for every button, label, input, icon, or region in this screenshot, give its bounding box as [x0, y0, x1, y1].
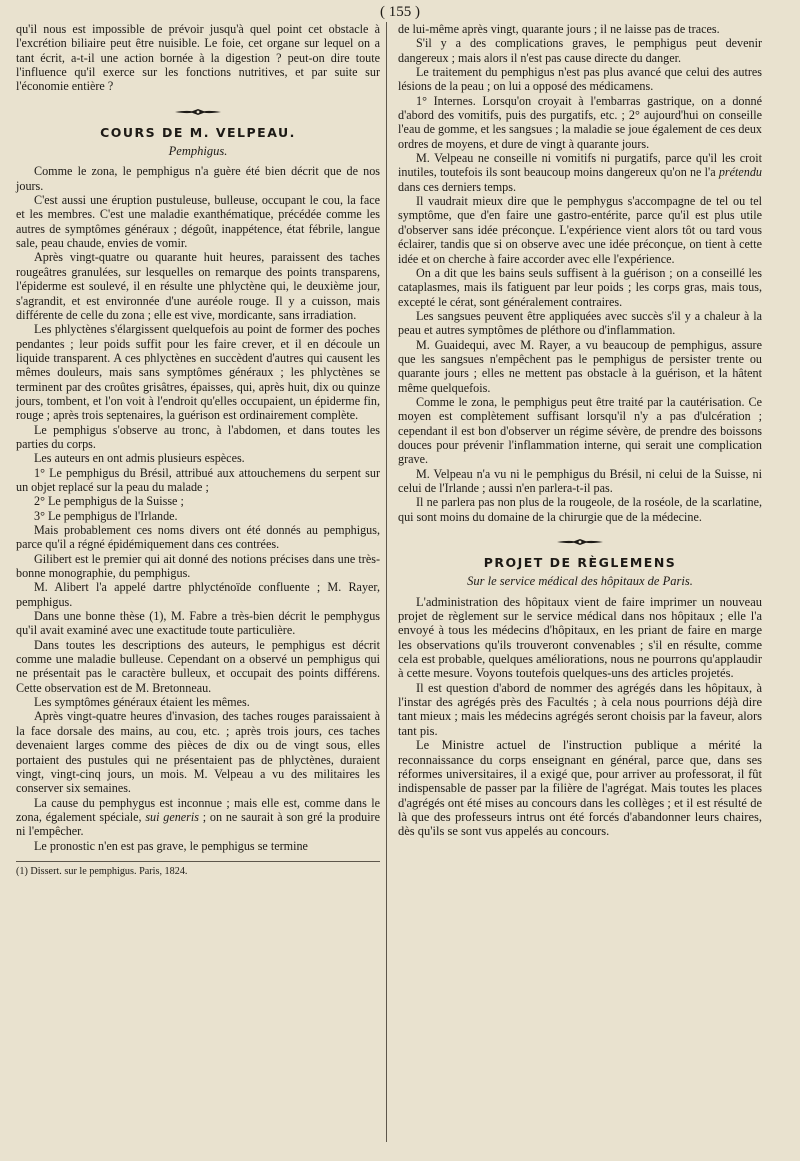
- section-subtitle-hopitaux: Sur le service médical des hôpitaux de Paris.: [467, 574, 693, 589]
- footnote-rule: [16, 861, 380, 862]
- paragraph: Mais probablement ces noms divers ont été donnés au pemphigus, parce qu'il a régné épidémiquement dans ces contrées.: [16, 523, 380, 552]
- paragraph: Dans une bonne thèse (1), M. Fabre a très-bien décrit le pemphygus qu'il avait examiné avec une exactitude toute particulière.: [16, 609, 380, 638]
- paragraph: Après vingt-quatre heures d'invasion, des taches rouges paraissaient à la face dorsale des mains, au cou, etc. ; après trois jours, ces taches devenaient larges comme des pièces de dix ou de vingt sous, elles portaient des pustules qui ne présentaient pas de phlyctènes, duraient vingt, vingt-cinq jours, un mois. M. Velpeau a vu des militaires les conserver six semaines.: [16, 709, 380, 796]
- section-subtitle-pemphigus: Pemphigus.: [168, 144, 228, 159]
- paragraph: On a dit que les bains seuls suffisent à la guérison ; on a conseillé les cataplasmes, mais ils fatiguent par leur poids ; les corps gras, mais tous, excepté le cérat, sont généralement contraires.: [398, 265, 762, 309]
- paragraph: Il ne parlera pas non plus de la rougeole, de la roséole, de la scarlatine, qui sont moins du domaine de la chirurgie que de la médecine.: [398, 495, 762, 524]
- left-column: [16, 22, 380, 879]
- paragraph: 3° Le pemphigus de l'Irlande.: [34, 508, 178, 523]
- page-number: ( 155 ): [380, 4, 420, 20]
- paragraph: Le traitement du pemphigus n'est pas plus avancé que celui des autres lésions de la peau ; on lui a opposé des médicamens.: [398, 65, 762, 94]
- paragraph: 1° Internes. Lorsqu'on croyait à l'embarras gastrique, on a donné d'abord des vomitifs, puis des purgatifs, etc. ; 2° aujourd'hui on conseille l'eau de gomme, et les sangsues ; la maladie se joue également de ces deux ordres de moyens, et dure de vingt à quarante jours.: [398, 93, 762, 151]
- paragraph: Gilibert est le premier qui ait donné des notions précises dans une très-bonne monographie, du pemphigus.: [16, 551, 380, 581]
- ornament-icon: [174, 108, 222, 116]
- paragraph: de lui-même après vingt, quarante jours ; il ne laisse pas de traces.: [398, 22, 720, 36]
- column-divider: [386, 22, 387, 1142]
- paragraph: S'il y a des complications graves, le pemphigus peut devenir dangereux ; mais alors il n'est pas cause directe du danger.: [398, 36, 762, 65]
- cause-paragraph: [16, 796, 380, 839]
- paragraph: Il vaudrait mieux dire que le pemphygus s'accompagne de tel ou tel symptôme, que d'en faire une gastro-entérite, parce qu'il est plus utile d'observer sans idée préconçue. L'expérience vient alors tôt ou tard vous éclairer, tandis que si on observe avec une idée préconçue, on tient à cette idée et on cherche à faire accorder avec elle l'expérience.: [398, 194, 762, 266]
- paragraph: Les phlyctènes s'élargissent quelquefois au point de former des poches pendantes ; leur poids suffit pour les faire crever, et il en découle un liquide transparent. A ces phlyctènes en succèdent d'autres qui causent les mêmes douleurs, mais sans symptômes généraux ; les phlyctènes se terminent par des croûtes grisâtres, épaisses, qui, après huit, dix ou quinze jours, tombent, et l'on voit à l'endroit qu'elles occupaient, un épiderme fin, rouge ; après trois septenaires, la guérison est ordinairement complète.: [16, 322, 380, 423]
- paragraph: M. Velpeau n'a vu ni le pemphigus du Brésil, ni celui de la Suisse, ni celui de l'Irlande ; aussi n'en parlera-t-il pas.: [398, 466, 762, 495]
- paragraph: Comme le zona, le pemphigus peut être traité par la cautérisation. Ce moyen est complètement suffisant lorsqu'il n'y a pas d'ulcération ; cependant il est bon d'observer un régime sévère, de prendre des boissons douces pour prévenir l'inflammation interne, qui serait une complication grave.: [398, 394, 762, 467]
- velpeau-body: [16, 164, 380, 853]
- paragraph: Le Ministre actuel de l'instruction publique a mérité la reconnaissance du corps enseignant en général, parce que, dans ses réformes universitaires, il a exigé que, pour arriver au professorat, il fût indispensable de passer par la filière de l'agrégat. Mais toutes les places d'agrégés ont été mises au concours dans les collèges ; et il est résulté de là que des professeurs intrus ont été forcés d'abandonner leurs chaires, dès qu'ils se sont vus appelés au concours.: [398, 738, 762, 839]
- velpeau-advice-paragraph: [398, 151, 762, 194]
- paragraph: M. Alibert l'a appelé dartre phlycténoïde confluente ; M. Rayer, pemphigus.: [16, 580, 380, 609]
- paragraph: Les symptômes généraux étaient les mêmes.: [34, 695, 250, 710]
- paragraph: Les sangsues peuvent être appliquées avec succès s'il y a chaleur à la peau et autres symptômes de pléthore ou d'inflammation.: [398, 308, 762, 338]
- velpeau-advice-tail: dans ces derniers temps.: [398, 179, 516, 194]
- paragraph: Le pemphigus s'observe au tronc, à l'abdomen, et dans toutes les parties du corps.: [16, 422, 380, 451]
- velpeau-advice-italic: prétendu: [718, 165, 762, 180]
- paragraph: M. Guaidequi, avec M. Rayer, a vu beaucoup de pemphigus, assure que les sangsues n'empêchent pas le pemphigus de persister trente ou quarante jours ; elles ne mettent pas obstacle à la guérison, et la hâtent même quelquefois.: [398, 337, 762, 395]
- right-column: [398, 22, 762, 839]
- paragraph: 2° Le pemphigus de la Suisse ;: [34, 494, 184, 509]
- cause-italic: sui generis: [145, 809, 199, 824]
- cause-text: La cause du pemphygus est inconnue ; mais elle est, comme dans le zona, également spéciale,: [16, 795, 380, 824]
- cause-text-tail: ; on ne saurait à son gré la produire ni l'empêcher.: [16, 809, 380, 839]
- ornament-icon: [556, 538, 604, 546]
- section-title-reglemens: PROJET DE RÈGLEMENS: [483, 555, 677, 571]
- intro-paragraph: qu'il nous est impossible de prévoir jusqu'à quel point cet obstacle à l'excrétion biliaire peut être nuisible. Le foie, cet organe sur lequel on a tant écrit, a-t-il une action bornée à la digestion ? peut-on dire toute l'influence qu'il exerce sur les fonctions nutritives, et par suite sur l'économie entière ?: [16, 22, 380, 94]
- paragraph: C'est aussi une éruption pustuleuse, bulleuse, occupant le cou, la face et les membres. C'est une maladie exanthématique, précédée comme les autres de symptômes généraux ; dégoût, inappétence, état fébrile, langue sale, peau chaude, envies de vomir.: [16, 193, 380, 251]
- paragraph: Les auteurs en ont admis plusieurs espèces.: [34, 451, 245, 466]
- paragraph: Comme le zona, le pemphigus n'a guère été bien décrit que de nos jours.: [16, 164, 380, 193]
- paragraph: Dans toutes les descriptions des auteurs, le pemphigus est décrit comme une maladie bulleuse. Cependant on a observé un pemphigus qui ne présentait pas le caractère bulleux, et occupait des points différens. Cette observation est de M. Bretonneau.: [16, 637, 380, 695]
- prognosis-paragraph: Le pronostic n'en est pas grave, le pemphigus se termine: [34, 838, 308, 853]
- paragraph: Après vingt-quatre ou quarante huit heures, paraissent des taches rougeâtres granulées, sur lesquelles on remarque des points transparens, l'épiderme est soulevé, il en résulte une phlyctène qui, le deuxième jour, s'agrandit, et est environnée d'une auréole rouge. Il y a cuisson, mais différente de celle du zona ; elle est vive, mordicante, sans irradiation.: [16, 250, 380, 322]
- ornamental-divider: [16, 108, 380, 116]
- paragraph: L'administration des hôpitaux vient de faire imprimer un nouveau projet de règlement sur le service médical dans nos hôpitaux ; elle l'a envoyé à tous les médecins d'hôpitaux, en les priant de faire en marge les observations qu'ils trouveront convenables ; s'il en résulte, comme cela est probable, quelques améliorations, nous ne pourrons qu'applaudir à cette mesure. Voyons toutefois quelques-uns des articles projetés.: [398, 594, 762, 681]
- section-title-velpeau: COURS DE M. VELPEAU.: [100, 124, 296, 140]
- velpeau-advice-text: M. Velpeau ne conseille ni vomitifs ni purgatifs, parce qu'il les croit inutiles, toutefois ils sont beaucoup moins dangereux qu'on ne l'a: [398, 151, 762, 180]
- footnote: (1) Dissert. sur le pemphigus. Paris, 1824.: [16, 865, 188, 877]
- paragraph: Il est question d'abord de nommer des agrégés dans les hôpitaux, à l'instar des agrégés près des Facultés ; à cela nous pourrions déjà dire tant mieux ; mais les médecins agrégés seront choisis par la faveur, alors tant pis.: [398, 680, 762, 738]
- reglemens-body: [398, 595, 762, 839]
- paragraph: 1° Le pemphigus du Brésil, attribué aux attouchemens du serpent sur un objet replacé sur la peau du malade ;: [16, 465, 380, 494]
- ornamental-divider: [398, 538, 762, 546]
